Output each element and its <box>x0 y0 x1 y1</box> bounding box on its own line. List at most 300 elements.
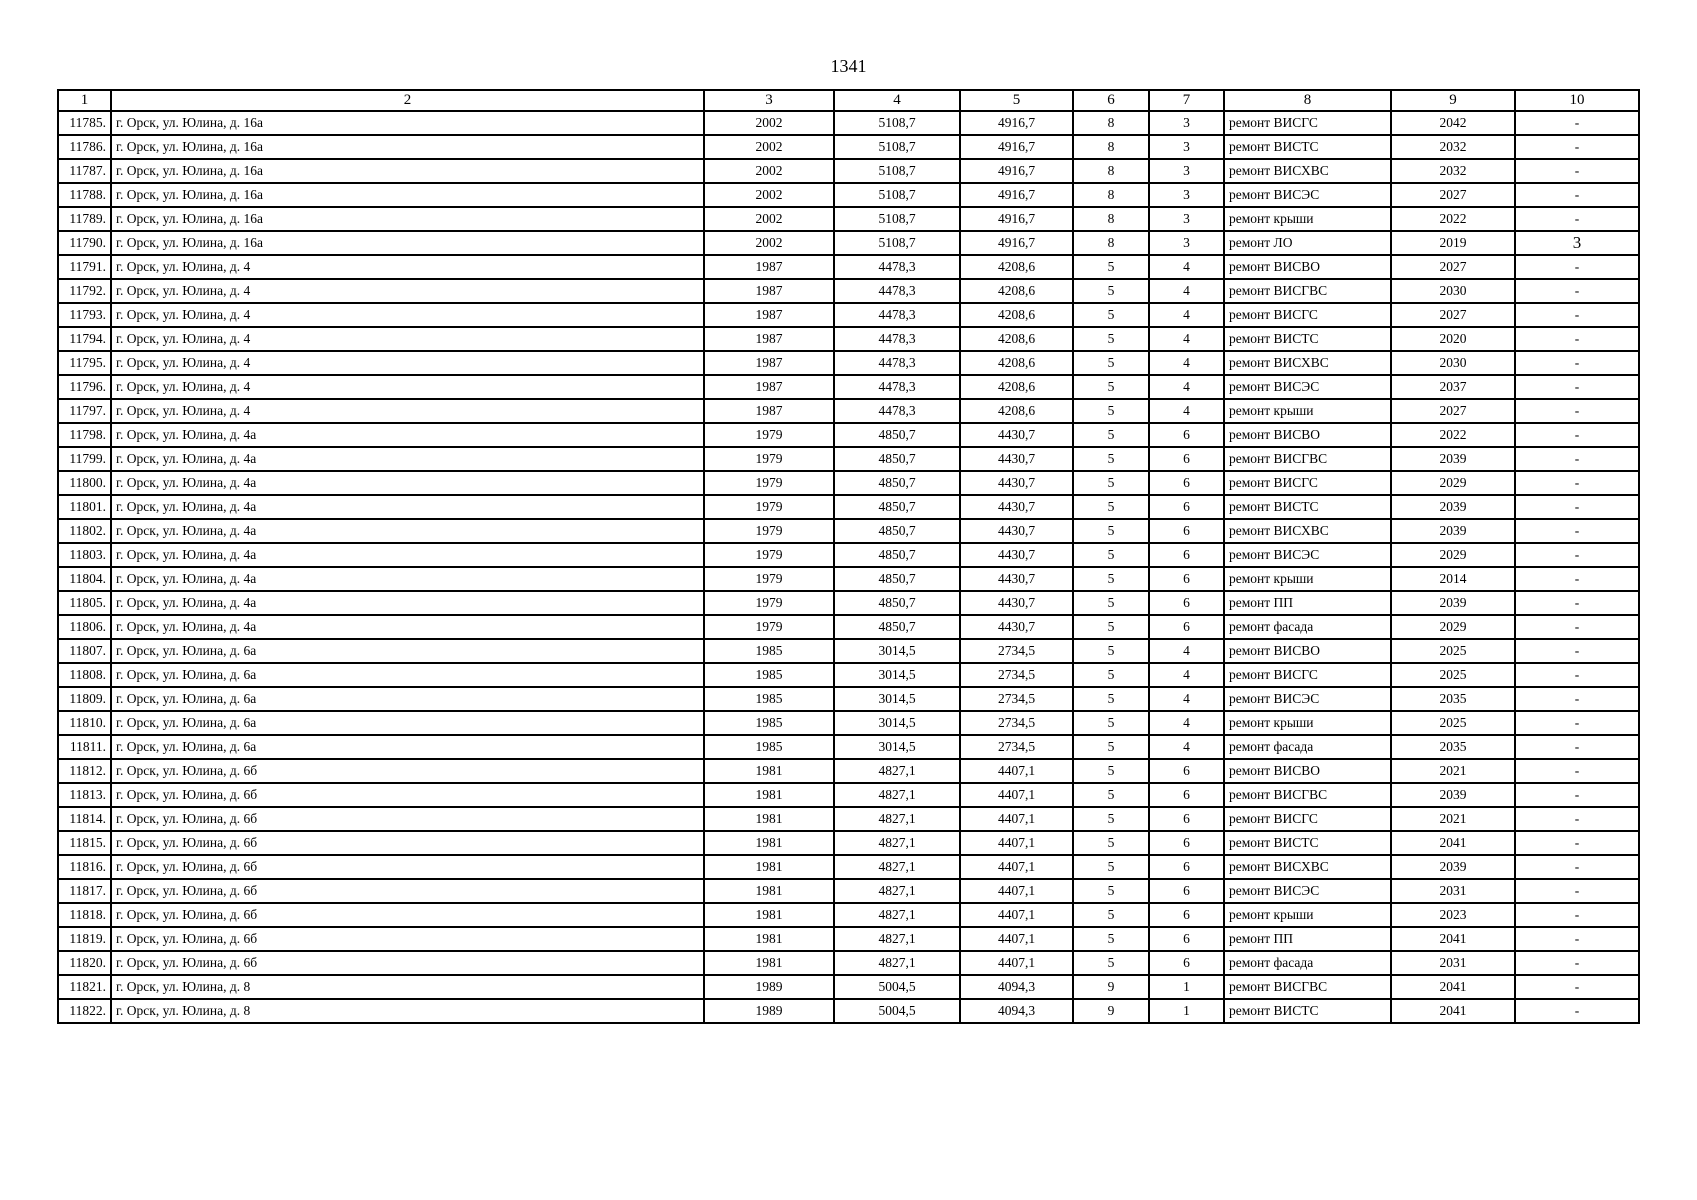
entrances-cell: 3 <box>1149 183 1224 207</box>
living-area-cell: 2734,5 <box>960 687 1073 711</box>
floors-cell: 8 <box>1073 207 1149 231</box>
year-built-cell: 2002 <box>704 111 834 135</box>
column-10-value-cell: - <box>1515 975 1639 999</box>
living-area-cell: 4407,1 <box>960 783 1073 807</box>
living-area-cell: 4430,7 <box>960 591 1073 615</box>
planned-year-cell: 2029 <box>1391 615 1515 639</box>
work-type-cell: ремонт ВИСГВС <box>1224 975 1391 999</box>
living-area-cell: 4407,1 <box>960 759 1073 783</box>
living-area-cell: 4208,6 <box>960 399 1073 423</box>
address-cell: г. Орск, ул. Юлина, д. 4 <box>111 375 704 399</box>
column-10-value-cell: - <box>1515 951 1639 975</box>
year-built-cell: 1981 <box>704 831 834 855</box>
living-area-cell: 4208,6 <box>960 255 1073 279</box>
work-type-cell: ремонт ВИСГВС <box>1224 783 1391 807</box>
address-cell: г. Орск, ул. Юлина, д. 4а <box>111 471 704 495</box>
column-10-value-cell: - <box>1515 495 1639 519</box>
floors-cell: 8 <box>1073 183 1149 207</box>
year-built-cell: 1979 <box>704 615 834 639</box>
work-type-cell: ремонт ЛО <box>1224 231 1391 255</box>
entrances-cell: 3 <box>1149 135 1224 159</box>
living-area-cell: 4094,3 <box>960 975 1073 999</box>
table-row <box>58 567 1639 591</box>
address-cell: г. Орск, ул. Юлина, д. 4а <box>111 543 704 567</box>
floors-cell: 5 <box>1073 447 1149 471</box>
planned-year-cell: 2032 <box>1391 135 1515 159</box>
table-row <box>58 759 1639 783</box>
row-number-cell: 11789. <box>58 207 111 231</box>
total-area-cell: 5108,7 <box>834 111 960 135</box>
planned-year-cell: 2031 <box>1391 879 1515 903</box>
year-built-cell: 1981 <box>704 903 834 927</box>
year-built-cell: 1981 <box>704 807 834 831</box>
work-type-cell: ремонт ВИСЭС <box>1224 879 1391 903</box>
work-type-cell: ремонт ВИСХВС <box>1224 855 1391 879</box>
year-built-cell: 1987 <box>704 279 834 303</box>
address-cell: г. Орск, ул. Юлина, д. 16а <box>111 231 704 255</box>
column-10-value-cell: - <box>1515 255 1639 279</box>
living-area-cell: 4430,7 <box>960 447 1073 471</box>
row-number-cell: 11820. <box>58 951 111 975</box>
planned-year-cell: 2031 <box>1391 951 1515 975</box>
floors-cell: 5 <box>1073 399 1149 423</box>
planned-year-cell: 2029 <box>1391 471 1515 495</box>
work-type-cell: ремонт ВИСЭС <box>1224 687 1391 711</box>
table-row <box>58 831 1639 855</box>
row-number-cell: 11793. <box>58 303 111 327</box>
entrances-cell: 4 <box>1149 303 1224 327</box>
total-area-cell: 4827,1 <box>834 807 960 831</box>
column-header-6: 6 <box>1073 90 1149 111</box>
year-built-cell: 1979 <box>704 423 834 447</box>
table-row <box>58 519 1639 543</box>
address-cell: г. Орск, ул. Юлина, д. 4 <box>111 351 704 375</box>
year-built-cell: 1985 <box>704 711 834 735</box>
year-built-cell: 1981 <box>704 783 834 807</box>
entrances-cell: 1 <box>1149 999 1224 1023</box>
column-10-value-cell: - <box>1515 471 1639 495</box>
address-cell: г. Орск, ул. Юлина, д. 16а <box>111 183 704 207</box>
entrances-cell: 4 <box>1149 711 1224 735</box>
planned-year-cell: 2039 <box>1391 495 1515 519</box>
planned-year-cell: 2014 <box>1391 567 1515 591</box>
entrances-cell: 6 <box>1149 567 1224 591</box>
row-number-cell: 11785. <box>58 111 111 135</box>
row-number-cell: 11792. <box>58 279 111 303</box>
row-number-cell: 11803. <box>58 543 111 567</box>
column-10-value-cell: - <box>1515 879 1639 903</box>
planned-year-cell: 2039 <box>1391 783 1515 807</box>
total-area-cell: 4850,7 <box>834 423 960 447</box>
work-type-cell: ремонт ВИСЭС <box>1224 543 1391 567</box>
work-type-cell: ремонт ВИСТС <box>1224 495 1391 519</box>
total-area-cell: 5004,5 <box>834 999 960 1023</box>
floors-cell: 5 <box>1073 255 1149 279</box>
column-10-value-cell: - <box>1515 639 1639 663</box>
total-area-cell: 4478,3 <box>834 255 960 279</box>
work-type-cell: ремонт ВИСВО <box>1224 255 1391 279</box>
work-type-cell: ремонт ВИСХВС <box>1224 159 1391 183</box>
entrances-cell: 4 <box>1149 639 1224 663</box>
column-10-value-cell: - <box>1515 591 1639 615</box>
total-area-cell: 4827,1 <box>834 879 960 903</box>
column-10-value-cell: - <box>1515 375 1639 399</box>
address-cell: г. Орск, ул. Юлина, д. 16а <box>111 159 704 183</box>
entrances-cell: 1 <box>1149 975 1224 999</box>
table-row <box>58 711 1639 735</box>
table-row <box>58 375 1639 399</box>
address-cell: г. Орск, ул. Юлина, д. 4 <box>111 327 704 351</box>
floors-cell: 9 <box>1073 975 1149 999</box>
year-built-cell: 1981 <box>704 951 834 975</box>
entrances-cell: 4 <box>1149 687 1224 711</box>
floors-cell: 8 <box>1073 135 1149 159</box>
year-built-cell: 1979 <box>704 567 834 591</box>
table-row <box>58 399 1639 423</box>
row-number-cell: 11812. <box>58 759 111 783</box>
row-number-cell: 11813. <box>58 783 111 807</box>
column-header-9: 9 <box>1391 90 1515 111</box>
entrances-cell: 6 <box>1149 615 1224 639</box>
entrances-cell: 6 <box>1149 591 1224 615</box>
planned-year-cell: 2021 <box>1391 759 1515 783</box>
year-built-cell: 1981 <box>704 855 834 879</box>
table-row <box>58 303 1639 327</box>
table-row <box>58 999 1639 1023</box>
floors-cell: 5 <box>1073 663 1149 687</box>
entrances-cell: 4 <box>1149 375 1224 399</box>
column-10-value-cell: - <box>1515 279 1639 303</box>
living-area-cell: 4407,1 <box>960 807 1073 831</box>
floors-cell: 5 <box>1073 279 1149 303</box>
entrances-cell: 3 <box>1149 231 1224 255</box>
entrances-cell: 6 <box>1149 951 1224 975</box>
address-cell: г. Орск, ул. Юлина, д. 4 <box>111 303 704 327</box>
floors-cell: 5 <box>1073 759 1149 783</box>
column-header-7: 7 <box>1149 90 1224 111</box>
planned-year-cell: 2041 <box>1391 831 1515 855</box>
planned-year-cell: 2027 <box>1391 399 1515 423</box>
row-number-cell: 11821. <box>58 975 111 999</box>
row-number-cell: 11810. <box>58 711 111 735</box>
address-cell: г. Орск, ул. Юлина, д. 16а <box>111 135 704 159</box>
living-area-cell: 4208,6 <box>960 351 1073 375</box>
work-type-cell: ремонт ВИСХВС <box>1224 351 1391 375</box>
address-cell: г. Орск, ул. Юлина, д. 6б <box>111 807 704 831</box>
table-row <box>58 255 1639 279</box>
address-cell: г. Орск, ул. Юлина, д. 6б <box>111 855 704 879</box>
work-type-cell: ремонт ВИСГВС <box>1224 279 1391 303</box>
year-built-cell: 2002 <box>704 159 834 183</box>
row-number-cell: 11804. <box>58 567 111 591</box>
living-area-cell: 4407,1 <box>960 927 1073 951</box>
living-area-cell: 4208,6 <box>960 375 1073 399</box>
entrances-cell: 4 <box>1149 663 1224 687</box>
total-area-cell: 3014,5 <box>834 711 960 735</box>
table-row <box>58 903 1639 927</box>
floors-cell: 5 <box>1073 351 1149 375</box>
work-type-cell: ремонт ВИСВО <box>1224 639 1391 663</box>
planned-year-cell: 2030 <box>1391 279 1515 303</box>
year-built-cell: 1981 <box>704 927 834 951</box>
floors-cell: 5 <box>1073 927 1149 951</box>
work-type-cell: ремонт крыши <box>1224 711 1391 735</box>
planned-year-cell: 2027 <box>1391 183 1515 207</box>
planned-year-cell: 2029 <box>1391 543 1515 567</box>
planned-year-cell: 2041 <box>1391 999 1515 1023</box>
total-area-cell: 5108,7 <box>834 135 960 159</box>
column-10-value-cell: - <box>1515 327 1639 351</box>
floors-cell: 5 <box>1073 783 1149 807</box>
table-row <box>58 927 1639 951</box>
table-row <box>58 735 1639 759</box>
row-number-cell: 11818. <box>58 903 111 927</box>
column-10-value-cell: - <box>1515 351 1639 375</box>
total-area-cell: 4850,7 <box>834 615 960 639</box>
entrances-cell: 6 <box>1149 783 1224 807</box>
total-area-cell: 4478,3 <box>834 399 960 423</box>
column-10-value-cell: 3 <box>1515 231 1639 255</box>
planned-year-cell: 2035 <box>1391 735 1515 759</box>
row-number-cell: 11798. <box>58 423 111 447</box>
year-built-cell: 1985 <box>704 735 834 759</box>
total-area-cell: 4478,3 <box>834 375 960 399</box>
year-built-cell: 2002 <box>704 183 834 207</box>
entrances-cell: 6 <box>1149 423 1224 447</box>
planned-year-cell: 2039 <box>1391 519 1515 543</box>
planned-year-cell: 2022 <box>1391 207 1515 231</box>
column-10-value-cell: - <box>1515 903 1639 927</box>
row-number-cell: 11799. <box>58 447 111 471</box>
entrances-cell: 4 <box>1149 399 1224 423</box>
total-area-cell: 4850,7 <box>834 591 960 615</box>
total-area-cell: 4827,1 <box>834 903 960 927</box>
row-number-cell: 11794. <box>58 327 111 351</box>
entrances-cell: 3 <box>1149 159 1224 183</box>
address-cell: г. Орск, ул. Юлина, д. 4а <box>111 495 704 519</box>
year-built-cell: 1979 <box>704 519 834 543</box>
planned-year-cell: 2035 <box>1391 687 1515 711</box>
row-number-cell: 11814. <box>58 807 111 831</box>
year-built-cell: 1981 <box>704 759 834 783</box>
entrances-cell: 6 <box>1149 759 1224 783</box>
floors-cell: 5 <box>1073 735 1149 759</box>
floors-cell: 5 <box>1073 495 1149 519</box>
table-row <box>58 351 1639 375</box>
entrances-cell: 6 <box>1149 447 1224 471</box>
total-area-cell: 4478,3 <box>834 279 960 303</box>
table-row <box>58 423 1639 447</box>
planned-year-cell: 2041 <box>1391 975 1515 999</box>
table-row <box>58 111 1639 135</box>
row-number-cell: 11788. <box>58 183 111 207</box>
column-10-value-cell: - <box>1515 687 1639 711</box>
column-10-value-cell: - <box>1515 711 1639 735</box>
total-area-cell: 4850,7 <box>834 567 960 591</box>
planned-year-cell: 2019 <box>1391 231 1515 255</box>
table-row <box>58 639 1639 663</box>
floors-cell: 5 <box>1073 687 1149 711</box>
row-number-cell: 11816. <box>58 855 111 879</box>
table-row <box>58 135 1639 159</box>
living-area-cell: 4916,7 <box>960 135 1073 159</box>
year-built-cell: 1985 <box>704 639 834 663</box>
column-10-value-cell: - <box>1515 135 1639 159</box>
living-area-cell: 4916,7 <box>960 159 1073 183</box>
entrances-cell: 4 <box>1149 255 1224 279</box>
address-cell: г. Орск, ул. Юлина, д. 6б <box>111 759 704 783</box>
table-row <box>58 279 1639 303</box>
address-cell: г. Орск, ул. Юлина, д. 8 <box>111 975 704 999</box>
planned-year-cell: 2039 <box>1391 447 1515 471</box>
address-cell: г. Орск, ул. Юлина, д. 6б <box>111 903 704 927</box>
floors-cell: 5 <box>1073 519 1149 543</box>
work-type-cell: ремонт ВИСГС <box>1224 471 1391 495</box>
row-number-cell: 11790. <box>58 231 111 255</box>
entrances-cell: 4 <box>1149 327 1224 351</box>
entrances-cell: 4 <box>1149 735 1224 759</box>
floors-cell: 5 <box>1073 567 1149 591</box>
living-area-cell: 2734,5 <box>960 735 1073 759</box>
living-area-cell: 4208,6 <box>960 303 1073 327</box>
planned-year-cell: 2032 <box>1391 159 1515 183</box>
work-type-cell: ремонт ПП <box>1224 927 1391 951</box>
total-area-cell: 4478,3 <box>834 327 960 351</box>
floors-cell: 5 <box>1073 375 1149 399</box>
total-area-cell: 4850,7 <box>834 495 960 519</box>
row-number-cell: 11797. <box>58 399 111 423</box>
work-type-cell: ремонт ВИСТС <box>1224 327 1391 351</box>
address-cell: г. Орск, ул. Юлина, д. 4а <box>111 423 704 447</box>
entrances-cell: 6 <box>1149 495 1224 519</box>
living-area-cell: 4430,7 <box>960 423 1073 447</box>
column-10-value-cell: - <box>1515 543 1639 567</box>
living-area-cell: 2734,5 <box>960 711 1073 735</box>
column-10-value-cell: - <box>1515 111 1639 135</box>
total-area-cell: 4478,3 <box>834 351 960 375</box>
total-area-cell: 5004,5 <box>834 975 960 999</box>
planned-year-cell: 2022 <box>1391 423 1515 447</box>
column-10-value-cell: - <box>1515 831 1639 855</box>
column-10-value-cell: - <box>1515 303 1639 327</box>
floors-cell: 5 <box>1073 639 1149 663</box>
planned-year-cell: 2021 <box>1391 807 1515 831</box>
work-type-cell: ремонт ВИСТС <box>1224 999 1391 1023</box>
address-cell: г. Орск, ул. Юлина, д. 6б <box>111 927 704 951</box>
column-10-value-cell: - <box>1515 159 1639 183</box>
total-area-cell: 4827,1 <box>834 831 960 855</box>
row-number-cell: 11809. <box>58 687 111 711</box>
year-built-cell: 2002 <box>704 231 834 255</box>
address-cell: г. Орск, ул. Юлина, д. 4а <box>111 591 704 615</box>
work-type-cell: ремонт ВИСВО <box>1224 759 1391 783</box>
address-cell: г. Орск, ул. Юлина, д. 6б <box>111 783 704 807</box>
work-type-cell: ремонт ВИСТС <box>1224 135 1391 159</box>
address-cell: г. Орск, ул. Юлина, д. 6а <box>111 663 704 687</box>
column-10-value-cell: - <box>1515 615 1639 639</box>
year-built-cell: 1985 <box>704 663 834 687</box>
entrances-cell: 6 <box>1149 807 1224 831</box>
table-row <box>58 951 1639 975</box>
column-header-3: 3 <box>704 90 834 111</box>
work-type-cell: ремонт ВИСЭС <box>1224 183 1391 207</box>
year-built-cell: 2002 <box>704 135 834 159</box>
year-built-cell: 1979 <box>704 591 834 615</box>
total-area-cell: 3014,5 <box>834 639 960 663</box>
table-header-row <box>58 90 1639 111</box>
table-row <box>58 807 1639 831</box>
floors-cell: 5 <box>1073 711 1149 735</box>
address-cell: г. Орск, ул. Юлина, д. 6а <box>111 687 704 711</box>
living-area-cell: 4407,1 <box>960 903 1073 927</box>
living-area-cell: 4430,7 <box>960 519 1073 543</box>
row-number-cell: 11815. <box>58 831 111 855</box>
table-row <box>58 783 1639 807</box>
planned-year-cell: 2037 <box>1391 375 1515 399</box>
total-area-cell: 4827,1 <box>834 759 960 783</box>
year-built-cell: 1979 <box>704 495 834 519</box>
table-row <box>58 975 1639 999</box>
work-type-cell: ремонт ВИСЭС <box>1224 375 1391 399</box>
total-area-cell: 5108,7 <box>834 207 960 231</box>
floors-cell: 5 <box>1073 855 1149 879</box>
entrances-cell: 4 <box>1149 351 1224 375</box>
address-cell: г. Орск, ул. Юлина, д. 6а <box>111 639 704 663</box>
total-area-cell: 3014,5 <box>834 663 960 687</box>
work-type-cell: ремонт фасада <box>1224 951 1391 975</box>
floors-cell: 5 <box>1073 615 1149 639</box>
year-built-cell: 1981 <box>704 879 834 903</box>
row-number-cell: 11811. <box>58 735 111 759</box>
column-header-8: 8 <box>1224 90 1391 111</box>
column-header-2: 2 <box>111 90 704 111</box>
work-type-cell: ремонт фасада <box>1224 615 1391 639</box>
row-number-cell: 11802. <box>58 519 111 543</box>
living-area-cell: 4430,7 <box>960 615 1073 639</box>
column-header-5: 5 <box>960 90 1073 111</box>
work-type-cell: ремонт ВИСГС <box>1224 111 1391 135</box>
floors-cell: 5 <box>1073 327 1149 351</box>
total-area-cell: 4850,7 <box>834 447 960 471</box>
entrances-cell: 6 <box>1149 519 1224 543</box>
column-header-4: 4 <box>834 90 960 111</box>
living-area-cell: 4916,7 <box>960 111 1073 135</box>
entrances-cell: 6 <box>1149 903 1224 927</box>
total-area-cell: 4827,1 <box>834 927 960 951</box>
table-row <box>58 591 1639 615</box>
planned-year-cell: 2039 <box>1391 591 1515 615</box>
floors-cell: 5 <box>1073 303 1149 327</box>
work-type-cell: ремонт ПП <box>1224 591 1391 615</box>
entrances-cell: 4 <box>1149 279 1224 303</box>
table-row <box>58 327 1639 351</box>
column-10-value-cell: - <box>1515 183 1639 207</box>
column-10-value-cell: - <box>1515 567 1639 591</box>
table-row <box>58 495 1639 519</box>
year-built-cell: 1987 <box>704 255 834 279</box>
address-cell: г. Орск, ул. Юлина, д. 4 <box>111 279 704 303</box>
address-cell: г. Орск, ул. Юлина, д. 4а <box>111 615 704 639</box>
column-10-value-cell: - <box>1515 663 1639 687</box>
address-cell: г. Орск, ул. Юлина, д. 6б <box>111 951 704 975</box>
living-area-cell: 2734,5 <box>960 663 1073 687</box>
year-built-cell: 1987 <box>704 303 834 327</box>
year-built-cell: 1989 <box>704 999 834 1023</box>
planned-year-cell: 2027 <box>1391 303 1515 327</box>
row-number-cell: 11786. <box>58 135 111 159</box>
row-number-cell: 11806. <box>58 615 111 639</box>
row-number-cell: 11801. <box>58 495 111 519</box>
